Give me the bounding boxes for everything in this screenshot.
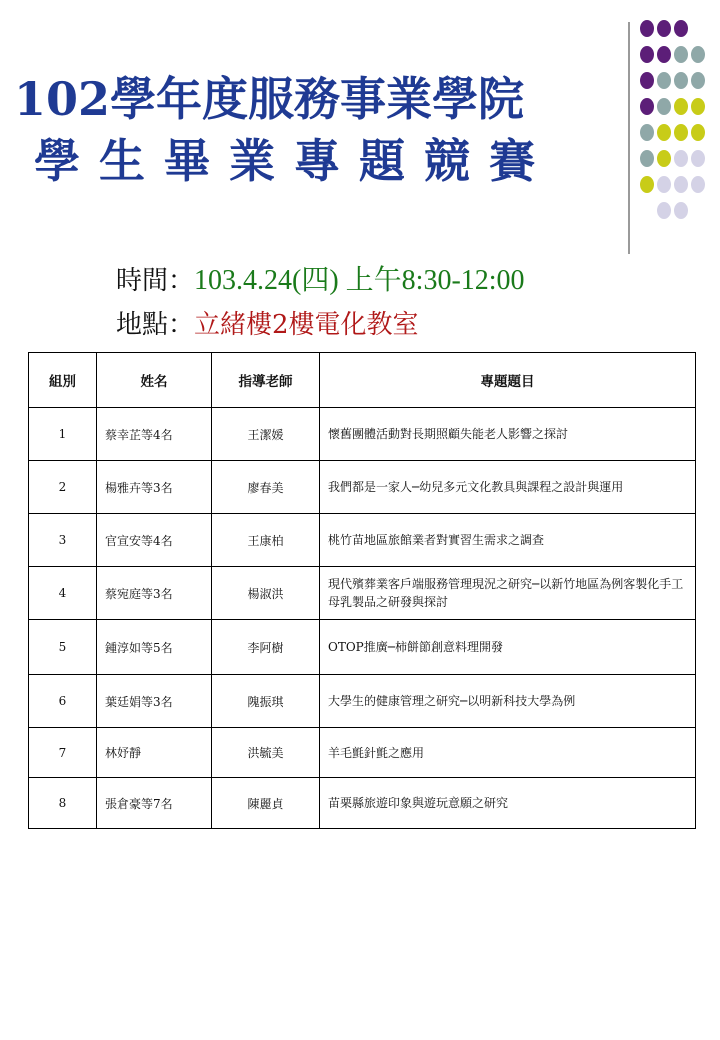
- decorative-dot: [674, 150, 688, 167]
- decorative-dot: [657, 124, 671, 141]
- event-place: [116, 308, 419, 342]
- event-time: [116, 264, 525, 298]
- decorative-dot: [674, 202, 688, 219]
- decorative-dot: [691, 98, 705, 115]
- table-row: [29, 675, 696, 728]
- cell-name: 鍾淳如等5名: [97, 620, 212, 675]
- decorative-dot: [674, 46, 688, 63]
- cell-group: 1: [29, 408, 97, 461]
- cell-name: 張倉豪等7名: [97, 778, 212, 829]
- table-row: [29, 620, 696, 675]
- decorative-dot: [640, 124, 654, 141]
- cell-group: 5: [29, 620, 97, 675]
- decorative-dot: [657, 98, 671, 115]
- decorative-dot: [691, 72, 705, 89]
- cell-name: 官宣安等4名: [97, 514, 212, 567]
- header-group: 組別: [29, 353, 97, 408]
- table-row: [29, 408, 696, 461]
- decorative-dot: [657, 72, 671, 89]
- cell-topic: 現代殯葬業客戶端服務管理現況之研究─以新竹地區為例客製化手工母乳製品之研發與探討: [320, 567, 696, 620]
- decorative-dot: [657, 150, 671, 167]
- page-title: [14, 68, 614, 192]
- cell-group: 4: [29, 567, 97, 620]
- title-line-2: 學生畢業專題競賽: [34, 134, 554, 188]
- cell-advisor: 李阿樹: [212, 620, 320, 675]
- time-label: 時間：: [116, 266, 195, 296]
- decorative-dot: [640, 72, 654, 89]
- cell-advisor: 楊淑洪: [212, 567, 320, 620]
- table-row: [29, 514, 696, 567]
- cell-name: 葉廷娟等3名: [97, 675, 212, 728]
- decorative-dot: [674, 72, 688, 89]
- table-row: [29, 567, 696, 620]
- decorative-dot: [674, 176, 688, 193]
- vertical-divider: [628, 22, 630, 254]
- cell-group: 8: [29, 778, 97, 829]
- table-row: [29, 778, 696, 829]
- cell-topic: 大學生的健康管理之研究─以明新科技大學為例: [320, 675, 696, 728]
- place-value: 立緒樓2樓電化教室: [194, 310, 419, 340]
- cell-group: 3: [29, 514, 97, 567]
- cell-topic: 桃竹苗地區旅館業者對實習生需求之調查: [320, 514, 696, 567]
- decorative-dot: [691, 46, 705, 63]
- cell-advisor: 王康柏: [212, 514, 320, 567]
- cell-advisor: 洪毓美: [212, 728, 320, 778]
- decorative-dot: [640, 20, 654, 37]
- decorative-dot: [657, 46, 671, 63]
- cell-name: 楊雅卉等3名: [97, 461, 212, 514]
- decorative-dot: [691, 124, 705, 141]
- decorative-dot: [674, 98, 688, 115]
- cell-advisor: 廖春美: [212, 461, 320, 514]
- decorative-dot: [657, 20, 671, 37]
- cell-advisor: 王潔媛: [212, 408, 320, 461]
- cell-topic: 懷舊團體活動對長期照顧失能老人影響之探討: [320, 408, 696, 461]
- cell-group: 6: [29, 675, 97, 728]
- header-advisor: 指導老師: [212, 353, 320, 408]
- header-name: 姓名: [97, 353, 212, 408]
- decorative-dot: [691, 150, 705, 167]
- decorative-dot: [640, 46, 654, 63]
- place-label: 地點：: [116, 310, 195, 340]
- decorative-dot: [674, 20, 688, 37]
- project-table: [28, 352, 696, 829]
- decorative-dot: [657, 202, 671, 219]
- cell-name: 蔡幸芷等4名: [97, 408, 212, 461]
- table-header-row: [29, 353, 696, 408]
- cell-group: 7: [29, 728, 97, 778]
- decorative-dot: [640, 176, 654, 193]
- decorative-dot: [657, 176, 671, 193]
- header-topic: 專題題目: [320, 353, 696, 408]
- cell-group: 2: [29, 461, 97, 514]
- table-row: [29, 728, 696, 778]
- cell-topic: 羊毛氈針氈之應用: [320, 728, 696, 778]
- decorative-dot-grid: [636, 20, 716, 230]
- decorative-dot: [640, 150, 654, 167]
- cell-topic: 我們都是一家人─幼兒多元文化教具與課程之設計與運用: [320, 461, 696, 514]
- decorative-dot: [674, 124, 688, 141]
- decorative-dot: [691, 176, 705, 193]
- table-row: [29, 461, 696, 514]
- cell-topic: 苗栗縣旅遊印象與遊玩意願之研究: [320, 778, 696, 829]
- cell-topic: OTOP推廣─柿餅節創意料理開發: [320, 620, 696, 675]
- time-value: 103.4.24(四) 上午8:30-12:00: [194, 265, 525, 296]
- cell-advisor: 隗振琪: [212, 675, 320, 728]
- title-line-1: 102學年度服務事業學院: [14, 72, 525, 126]
- cell-advisor: 陳麗貞: [212, 778, 320, 829]
- decorative-dot: [640, 98, 654, 115]
- cell-name: 林妤靜: [97, 728, 212, 778]
- cell-name: 蔡宛庭等3名: [97, 567, 212, 620]
